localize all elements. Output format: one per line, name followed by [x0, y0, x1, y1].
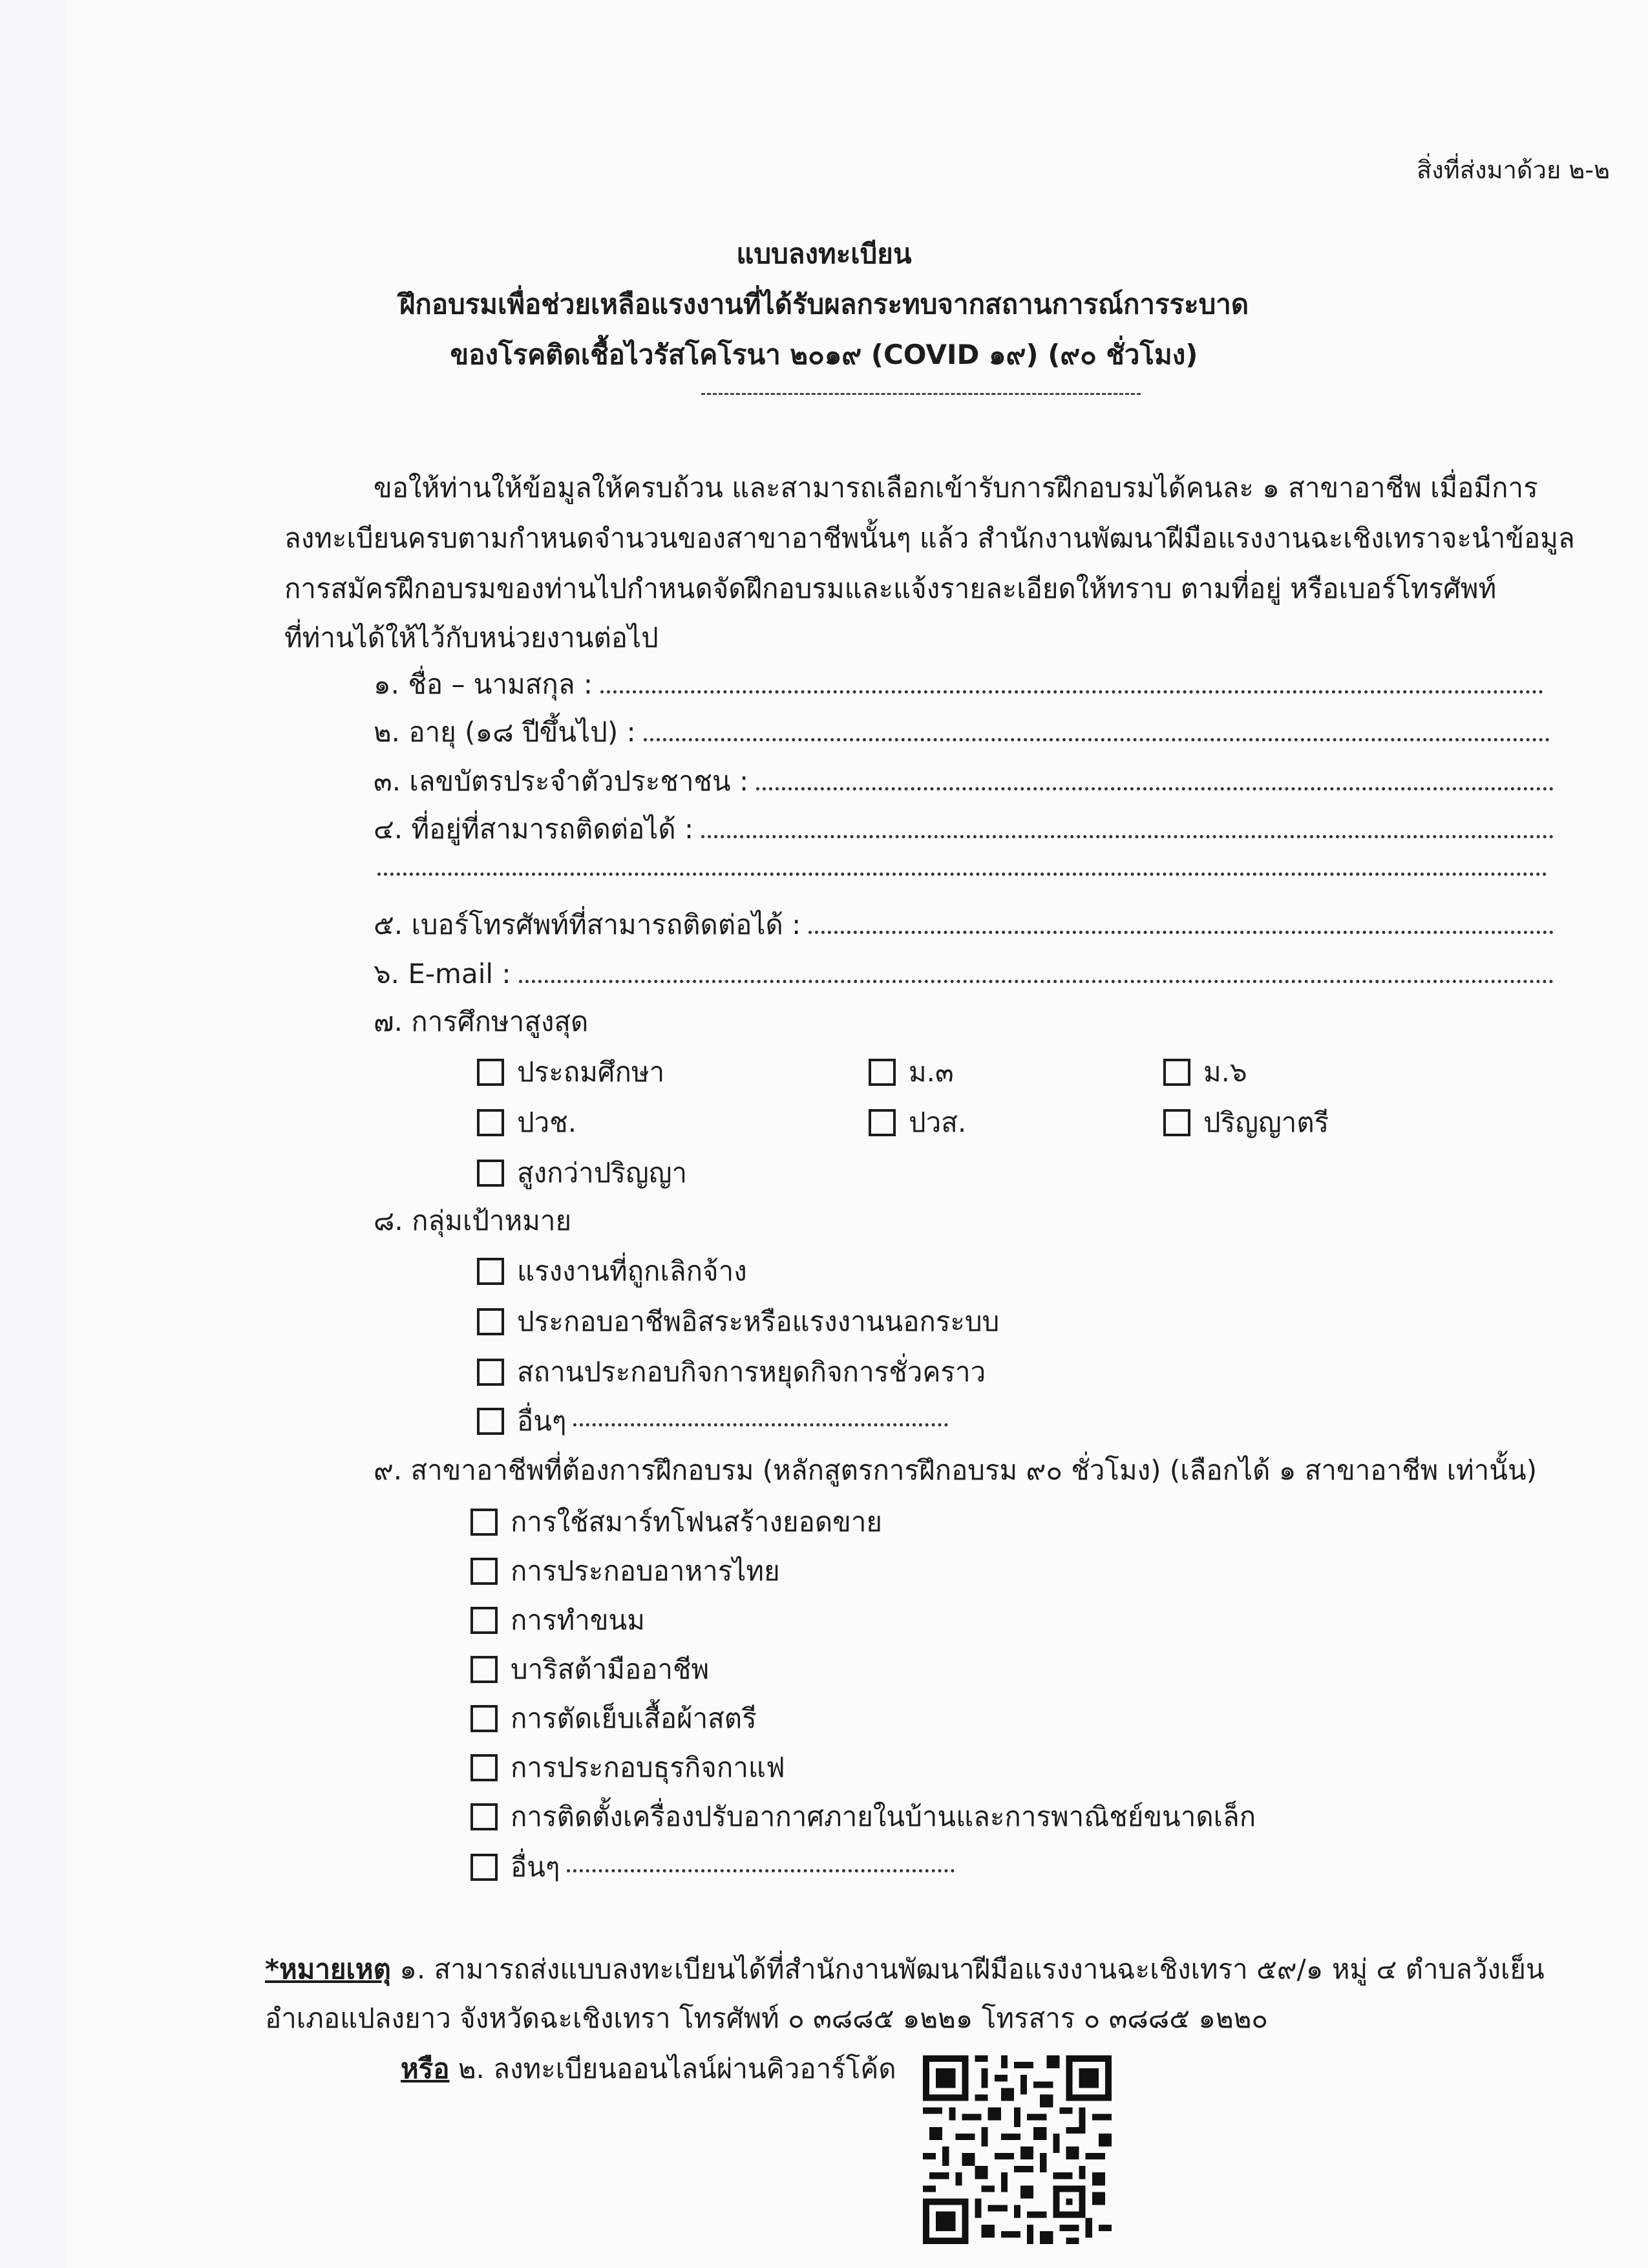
checkbox[interactable]: [470, 1803, 498, 1830]
target-group-option[interactable]: ประกอบอาชีพอิสระหรือแรงงานนอกระบบ: [477, 1300, 999, 1343]
course-option[interactable]: การตัดเย็บเสื้อผ้าสตรี: [470, 1697, 757, 1740]
course-option[interactable]: การทำขนม: [470, 1599, 645, 1642]
name-label: ๑. ชื่อ – นามสกุล :: [374, 668, 593, 700]
id-card-label: ๓. เลขบัตรประจำตัวประชาชน :: [374, 765, 749, 797]
note-label: *หมายเหตุ: [265, 1953, 391, 1985]
address-field[interactable]: [374, 808, 1554, 851]
course-option[interactable]: การติดตั้งเครื่องปรับอากาศภายในบ้านและการพาณิชย์ขนาดเล็ก: [470, 1796, 1256, 1838]
phone-label: ๕. เบอร์โทรศัพท์ที่สามารถติดต่อได้ :: [374, 909, 801, 940]
education-option[interactable]: ปวส.: [869, 1101, 966, 1144]
checkbox[interactable]: [477, 1258, 504, 1285]
intro-line-2: ลงทะเบียนครบตามกำหนดจำนวนของสาขาอาชีพนั้นๆ แล้ว สำนักงานพัฒนาฝีมือแรงงานฉะเชิงเทราจะนำข้อมูล: [284, 522, 1575, 554]
checkbox[interactable]: [470, 1509, 498, 1536]
education-label: ๗. การศึกษาสูงสุด: [374, 1006, 589, 1037]
education-option[interactable]: ปริญญาตรี: [1163, 1101, 1329, 1144]
target-group-option[interactable]: แรงงานที่ถูกเลิกจ้าง: [477, 1250, 747, 1293]
education-option[interactable]: ประถมศึกษา: [477, 1051, 664, 1094]
education-option[interactable]: ม.๖: [1163, 1051, 1247, 1094]
form-title: แบบลงทะเบียน: [736, 238, 912, 270]
name-field[interactable]: [374, 663, 1543, 706]
form-subtitle-1: ฝึกอบรมเพื่อช่วยเหลือแรงงานที่ได้รับผลกระทบจากสถานการณ์การระบาด: [399, 288, 1249, 320]
education-option[interactable]: สูงกว่าปริญญา: [477, 1152, 687, 1194]
attachment-reference: สิ่งที่ส่งมาด้วย ๒-๒: [1417, 156, 1611, 184]
note-text-3: ๒. ลงทะเบียนออนไลน์ผ่านคิวอาร์โค้ด: [458, 2053, 896, 2084]
title-divider: [701, 393, 1141, 395]
checkbox[interactable]: [477, 1359, 504, 1386]
intro-line-4: ที่ท่านได้ให้ไว้กับหน่วยงานต่อไป: [284, 622, 659, 653]
id-card-field[interactable]: [374, 760, 1554, 803]
intro-line-1: ขอให้ท่านให้ข้อมูลให้ครบถ้วน และสามารถเลือกเข้ารับการฝึกอบรมได้คนละ ๑ สาขาอาชีพ เมื่อมีการ: [374, 472, 1538, 503]
checkbox[interactable]: [869, 1059, 896, 1086]
name-blank[interactable]: [600, 684, 1543, 694]
checkbox[interactable]: [477, 1109, 504, 1136]
or-label: หรือ: [401, 2053, 450, 2084]
course-option-other[interactable]: อื่นๆ: [470, 1846, 955, 1889]
address-blank-line-2[interactable]: [377, 866, 1547, 876]
age-blank[interactable]: [644, 732, 1550, 741]
checkbox[interactable]: [470, 1607, 498, 1634]
course-option[interactable]: การประกอบธุรกิจกาแฟ: [470, 1746, 785, 1789]
course-label: ๙. สาขาอาชีพที่ต้องการฝึกอบรม (หลักสูตรการฝึกอบรม ๙๐ ชั่วโมง) (เลือกได้ ๑ สาขาอาชีพ เท่านั้น): [374, 1454, 1537, 1486]
target-group-option[interactable]: สถานประกอบกิจการหยุดกิจการชั่วคราว: [477, 1351, 986, 1394]
phone-field[interactable]: [374, 904, 1554, 946]
other-blank[interactable]: [573, 1417, 948, 1426]
checkbox[interactable]: [470, 1656, 498, 1683]
course-option[interactable]: การประกอบอาหารไทย: [470, 1550, 780, 1593]
age-label: ๒. อายุ (๑๘ ปีขึ้นไป) :: [374, 716, 636, 748]
course-option[interactable]: การใช้สมาร์ทโฟนสร้างยอดขาย: [470, 1501, 882, 1543]
education-option[interactable]: ปวช.: [477, 1101, 576, 1144]
checkbox[interactable]: [470, 1854, 498, 1881]
id-card-blank[interactable]: [756, 781, 1554, 790]
checkbox[interactable]: [470, 1705, 498, 1732]
qr-code-icon[interactable]: [923, 2055, 1112, 2244]
note-line-2: อำเภอแปลงยาว จังหวัดฉะเชิงเทรา โทรศัพท์ ๐ ๓๘๘๕ ๑๒๒๑ โทรสาร ๐ ๓๘๘๕ ๑๒๒๐: [265, 2002, 1269, 2034]
form-subtitle-2: ของโรคติดเชื้อไวรัสโคโรนา ๒๐๑๙ (COVID ๑๙) (๙๐ ชั่วโมง): [450, 339, 1198, 370]
note-text-1: ๑. สามารถส่งแบบลงทะเบียนได้ที่สำนักงานพัฒนาฝีมือแรงงานฉะเชิงเทรา ๕๙/๑ หมู่ ๔ ตำบลวังเย็น: [399, 1953, 1545, 1985]
checkbox[interactable]: [477, 1059, 504, 1086]
target-group-option-other[interactable]: อื่นๆ: [477, 1400, 948, 1443]
email-field[interactable]: [374, 953, 1554, 995]
email-blank[interactable]: [519, 973, 1554, 983]
email-label: ๖. E-mail :: [374, 958, 511, 990]
checkbox[interactable]: [477, 1408, 504, 1435]
address-blank[interactable]: [701, 829, 1554, 838]
checkbox[interactable]: [470, 1754, 498, 1781]
phone-blank[interactable]: [808, 924, 1554, 934]
other-blank[interactable]: [567, 1863, 955, 1872]
checkbox[interactable]: [869, 1109, 896, 1136]
course-option[interactable]: บาริสต้ามืออาชีพ: [470, 1648, 709, 1691]
note-line-3: [401, 2048, 896, 2090]
intro-line-3: การสมัครฝึกอบรมของท่านไปกำหนดจัดฝึกอบรมและแจ้งรายละเอียดให้ทราบ ตามที่อยู่ หรือเบอร์โทรศัพท์: [284, 573, 1497, 604]
education-option[interactable]: ม.๓: [869, 1051, 954, 1094]
address-label: ๔. ที่อยู่ที่สามารถติดต่อได้ :: [374, 813, 694, 845]
checkbox[interactable]: [1163, 1109, 1190, 1136]
checkbox[interactable]: [477, 1160, 504, 1187]
checkbox[interactable]: [477, 1308, 504, 1335]
age-field[interactable]: [374, 711, 1550, 754]
target-group-label: ๘. กลุ่มเป้าหมาย: [374, 1205, 572, 1236]
checkbox[interactable]: [1163, 1059, 1190, 1086]
checkbox[interactable]: [470, 1558, 498, 1585]
note-line-1: [265, 1948, 1545, 1991]
